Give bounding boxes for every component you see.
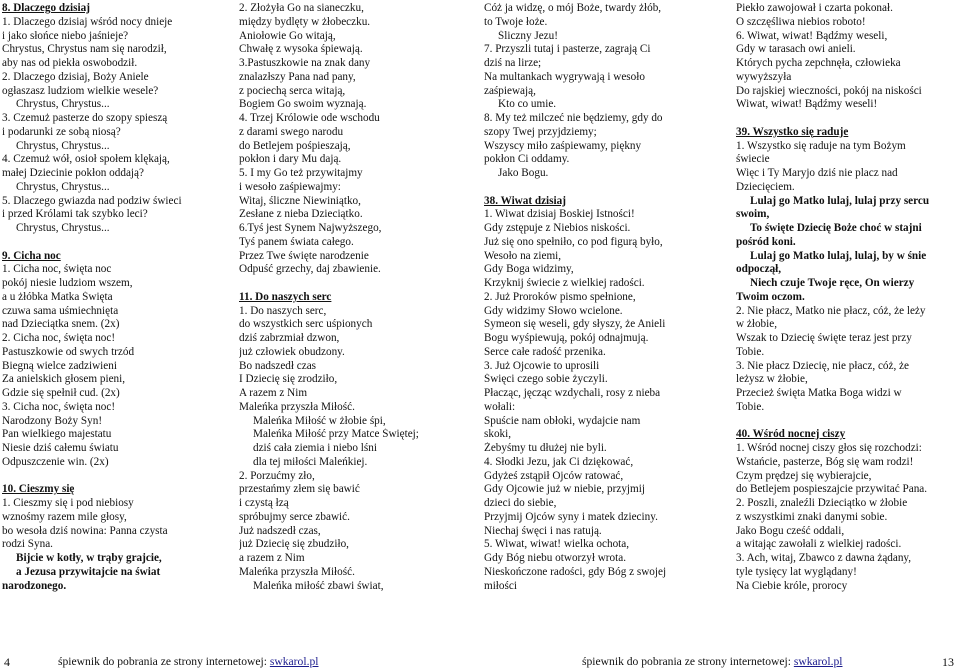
text-line: Wiwat, wiwat! Bądźmy weseli! [736, 98, 878, 111]
spacer [736, 112, 960, 126]
text-line: Piekło zawojował i czarta pokonał. [736, 2, 893, 14]
text-line: już Dziecię się zbudziło, [239, 538, 349, 551]
text-line: pośród koni. [736, 235, 796, 248]
text-line: Pastuszkowie od swych trzód [2, 345, 135, 358]
text-line: 1. Cieszmy się i pod niebiosy [2, 497, 134, 509]
text-line: Nieskończone radości, gdy Bóg z swojej [484, 565, 667, 578]
text-line: To święte Dziecię Boże choć w stajni [750, 222, 922, 234]
text-line: między bydlęty w żłobeczku. [239, 15, 371, 28]
text-line: Święci czego sobie życzyli. [484, 373, 608, 386]
text-line: do Betlejem pośpieszają, [239, 139, 351, 152]
text-line: pokłon i dary Mu dają. [239, 153, 342, 166]
text-line: Maleńka przyszła Miłość. [239, 565, 355, 578]
text-line: Pan wielkiego majestatu [2, 428, 112, 441]
text-line: Na multankach wygrywają i wesoło [484, 70, 645, 83]
text-line: Chrystus, Chrystus... [16, 180, 110, 193]
spacer [239, 277, 471, 291]
text-line: 3. Cicha noc, święta noc! [2, 400, 116, 413]
left-footer-link[interactable]: swkarol.pl [269, 655, 319, 668]
spacer [736, 415, 960, 429]
text-line: i przed Królami tak szybko leci? [2, 208, 148, 221]
spacer [2, 470, 234, 484]
text-line: 2. Nie płacz, Matko nie płacz, cóż, że leży [736, 304, 926, 317]
text-line: w żłobie, [736, 318, 778, 331]
column-2 [239, 2, 471, 593]
text-line: pokłon Ci oddamy. [484, 153, 570, 166]
text-line: swoim, [736, 208, 770, 221]
text-line: Dziecięciem. [736, 180, 795, 193]
text-line: Wszyscy miło zaśpiewamy, piękny [484, 139, 642, 152]
text-line: Krzyknij świecie z wielkiej radości. [484, 277, 645, 289]
column-1 [2, 2, 234, 593]
text-line: Lulaj go Matko lulaj, lulaj, by w śnie [750, 249, 927, 262]
text-line: Do rajskiej wieczności, pokój na niskości [736, 84, 922, 97]
text-line: pokój niesie ludziom wszem, [2, 277, 133, 289]
text-line: wywyższyła [736, 70, 792, 83]
text-line: narodzonego. [2, 579, 67, 592]
text-line: 2. Złożyła Go na sianeczku, [239, 2, 364, 14]
text-line: 3. Czemuż pasterze do szopy spieszą [2, 112, 168, 124]
song-title: 9. Cicha noc [2, 249, 61, 262]
text-line: 1. Wszystko się raduje na tym Bożym [736, 139, 906, 152]
text-line: 8. My też milczeć nie będziemy, gdy do [484, 112, 663, 124]
text-line: Kto co umie. [498, 98, 557, 111]
text-line: Przez Twe święte narodzenie [239, 249, 369, 262]
text-line: Serce całe radość przenika. [484, 345, 606, 358]
text-line: Więc i Ty Maryjo dziś nie placz nad [736, 167, 898, 179]
text-line: Na Ciebie króle, prorocy [736, 579, 848, 592]
text-line: zaśpiewają, [484, 84, 536, 97]
song-title: 10. Cieszmy się [2, 483, 75, 496]
text-line: Których pycha zepchnęła, człowieka [736, 57, 901, 69]
text-line: Chrystus, Chrystus... [16, 98, 110, 111]
text-line: Już się ono spełniło, co pod figurą było, [484, 235, 663, 248]
text-line: 2. Porzućmy zło, [239, 469, 315, 482]
text-line: szopy Twej przyjdziemy; [484, 125, 597, 138]
text-line: O szczęśliwa niebios roboto! [736, 15, 866, 28]
text-line: 3. Ach, witaj, Zbawco z dawna żądany, [736, 552, 912, 564]
text-line: wołali: [484, 400, 516, 413]
text-line: to Twoje łoże. [484, 15, 548, 28]
text-line: 3. Nie płacz Dziecię, nie płacz, cóż, że [736, 359, 909, 372]
text-line: Wszak to Dziecię święte teraz jest przy [736, 332, 912, 344]
text-line: Jako Bogu. [498, 167, 549, 179]
text-line: 6.Tyś jest Synem Najwyższego, [239, 222, 382, 234]
text-line: Maleńka Miłość w żłobie śpi, [253, 414, 386, 427]
text-line: Czym prędzej się wybierajcie, [736, 469, 872, 482]
text-line: Lulaj go Matko lulaj, lulaj przy sercu [750, 194, 930, 207]
text-line: świecie [736, 153, 770, 166]
text-line: dziś zabrzmiał dzwon, [239, 332, 340, 344]
text-line: 7. Przyszli tutaj i pasterze, zagrają Ci [484, 43, 651, 56]
column-3 [484, 2, 716, 593]
text-line: z pociechą serca witają, [239, 84, 346, 97]
text-line: Symeon się weseli, gdy słyszy, że Anieli [484, 318, 666, 331]
text-line: Gdy Boga widzimy, [484, 263, 574, 276]
text-line: Tyś panem świata całego. [239, 235, 354, 248]
text-line: Spuście nam obłoki, wydajcie nam [484, 414, 641, 427]
text-line: Chrystus, Chrystus... [16, 139, 110, 152]
column-4 [736, 2, 960, 593]
text-line: 1. Do naszych serc, [239, 304, 327, 317]
text-line: z wszystkimi znaki danymi sobie. [736, 510, 888, 523]
song-title: 11. Do naszych serc [239, 290, 332, 303]
text-line: Śliczny Jezu! [498, 29, 558, 42]
text-line: Niesie dziś całemu światu [2, 442, 119, 454]
left-footer-text: śpiewnik do pobrania ze strony internetowej: [58, 655, 270, 668]
text-line: ogłaszasz ludziom wielkie wesele? [2, 84, 159, 97]
text-line: 6. Wiwat, wiwat! Bądźmy weseli, [736, 29, 888, 42]
text-line: Odpuść grzechy, daj zbawienie. [239, 263, 381, 276]
text-line: do wszystkich serc uśpionych [239, 318, 373, 331]
text-line: i podarunki ze sobą niosą? [2, 125, 121, 138]
text-line: nad Dzieciątka snem. (2x) [2, 318, 120, 331]
text-line: do Betlejem pospieszajcie przywitać Pana. [736, 483, 928, 496]
text-line: Aniołowie Go witają, [239, 29, 336, 42]
left-footer [58, 654, 318, 670]
text-line: i czystą łzą [239, 497, 289, 509]
text-line: Jako Bogu cześć oddali, [736, 524, 845, 537]
text-line: skoki, [484, 428, 512, 441]
text-line: i wesoło zaśpiewajmy: [239, 180, 341, 193]
text-line: Twoim oczom. [736, 290, 805, 303]
text-line: Maleńka miłość zbawi świat, [253, 579, 384, 592]
text-line: Już nadszedł czas, [239, 524, 321, 537]
text-line: 5. I my Go też przywitajmy [239, 167, 363, 179]
text-line: miłości [484, 579, 517, 592]
text-line: a witając zawołali z wielkiej radości. [736, 538, 902, 551]
text-line: 1. Cicha noc, święta noc [2, 263, 112, 276]
text-line: a Jezusa przywitajcie na świat [16, 565, 161, 578]
text-line: Biegną wielce zadziwieni [2, 359, 117, 372]
text-line: a u żłóbka Matka Święta [2, 290, 113, 303]
text-line: 2. Już Proroków pismo spełnione, [484, 290, 636, 303]
text-line: dziś cała ziemia i niebo lśni [253, 442, 377, 454]
text-line: 1. Wiwat dzisiaj Boskiej Istności! [484, 208, 635, 221]
text-line: Niech czuje Twoje ręce, On wierzy [750, 277, 915, 289]
text-line: tyle tysięcy lat wyglądany! [736, 565, 857, 578]
text-line: 5. Dlaczego gwiazda nad podziw świeci [2, 194, 182, 207]
text-line: bo wesoła dziś nowina: Panna czysta [2, 524, 168, 537]
text-line: czuwa sama uśmiechnięta [2, 304, 119, 317]
text-line: aby nas od piekła oswobodził. [2, 57, 138, 69]
text-line: Witaj, śliczne Niewiniątko, [239, 194, 361, 207]
right-footer-text: śpiewnik do pobrania ze strony internetowej: [582, 655, 794, 668]
text-line: małej Dziecinie pokłon oddają? [2, 167, 144, 179]
text-line: Tobie. [736, 400, 765, 413]
text-line: Gdy Bóg niebu otworzył wrota. [484, 552, 626, 564]
text-line: a razem z Nim [239, 552, 305, 564]
song-title: 40. Wśród nocnej ciszy [736, 428, 846, 441]
text-line: I Dziecię się zrodziło, [239, 373, 338, 386]
text-line: Przecież święta Matka Boga widzi w [736, 387, 902, 399]
text-line: Gdy widzimy Słowo wcielone. [484, 304, 623, 317]
text-line: 2. Poszli, znaleźli Dzieciątko w żłobie [736, 497, 908, 509]
text-line: Przyjmij Ojców syny i matek dzieciny. [484, 510, 658, 523]
spacer [2, 236, 234, 250]
text-line: odpoczął, [736, 263, 782, 276]
text-line: Żebyśmy tu dłużej nie byli. [484, 442, 607, 454]
text-line: rodzi Syna. [2, 538, 53, 551]
text-line: Narodzony Boży Syn! [2, 414, 103, 427]
song-title: 39. Wszystko się raduje [736, 125, 849, 138]
text-line: Gdyżeś zstąpił Ojców ratować, [484, 469, 624, 482]
text-line: Wesoło na ziemi, [484, 249, 562, 262]
text-line: A razem z Nim [239, 387, 308, 399]
text-line: znalazłszy Pana nad pany, [239, 70, 356, 83]
text-line: 2. Cicha noc, święta noc! [2, 332, 116, 344]
text-line: 4. Czemuż wół, osioł społem klękają, [2, 153, 170, 166]
text-line: Wstańcie, pasterze, Bóg się wam rodzi! [736, 455, 914, 468]
text-line: leżysz w żłobie, [736, 373, 808, 386]
text-line: Chwałę z wysoka śpiewają. [239, 43, 363, 56]
text-line: Niechaj śwęci i nas ratują. [484, 524, 602, 537]
song-title: 8. Dlaczego dzisiaj [2, 2, 90, 14]
text-line: dzieci do siebie, [484, 497, 557, 509]
text-line: i jako słońce niebo jaśnieje? [2, 29, 129, 42]
text-line: Tobie. [736, 345, 765, 358]
left-page-number: 4 [4, 655, 10, 669]
text-line: przestańmy złem się bawić [239, 483, 360, 496]
text-line: Gdy zstępuje z Niebios niskości. [484, 222, 631, 234]
song-title: 38. Wiwat dzisiaj [484, 194, 566, 207]
text-line: Bijcie w kotły, w trąby grajcie, [16, 552, 162, 564]
text-line: Gdzie się spełnił cud. (2x) [2, 387, 120, 399]
text-line: spróbujmy serce zbawić. [239, 510, 350, 523]
text-line: 1. Dlaczego dzisiaj wśród nocy dnieje [2, 15, 173, 28]
text-line: Bogu wyśpiewują, pokój odnajmują. [484, 332, 649, 344]
right-page-number: 13 [942, 655, 954, 669]
text-line: 5. Wiwat, wiwat! wielka ochota, [484, 538, 630, 551]
text-line: Gdy w tarasach owi anieli. [736, 43, 856, 56]
spacer [484, 181, 716, 195]
text-line: Odpuszczenie win. (2x) [2, 455, 109, 468]
text-line: Gdy Ojcowie już w niebie, przyjmij [484, 483, 645, 496]
text-line: Płacząc, jęcząc wzdychali, rosy z nieba [484, 387, 661, 399]
text-line: Za anielskich głosem pieni, [2, 373, 126, 386]
text-line: już człowiek obudzony. [239, 345, 345, 358]
text-line: 1. Wśród nocnej ciszy głos się rozchodzi: [736, 442, 922, 454]
text-line: Cóż ja widzę, o mój Boże, twardy żłób, [484, 2, 662, 14]
text-line: Bogiem Go swoim wyznają. [239, 98, 367, 111]
text-line: Maleńka przyszła Miłość. [239, 400, 355, 413]
text-line: dziś na lirze; [484, 57, 542, 69]
right-footer [582, 654, 842, 670]
right-footer-link[interactable]: swkarol.pl [793, 655, 843, 668]
text-line: 4. Słodki Jezu, jak Ci dziękować, [484, 455, 634, 468]
text-line: wznośmy razem mile głosy, [2, 510, 127, 523]
text-line: z darami swego narodu [239, 125, 344, 138]
text-line: Zesłane z nieba Dzieciątko. [239, 208, 363, 221]
text-line: Chrystus, Chrystus nam się narodził, [2, 43, 167, 56]
text-line: Bo nadszedł czas [239, 359, 317, 372]
text-line: Chrystus, Chrystus... [16, 222, 110, 234]
text-line: 3.Pastuszkowie na znak dany [239, 57, 371, 69]
text-line: 3. Już Ojcowie to uprosili [484, 359, 600, 372]
text-line: 2. Dlaczego dzisiaj, Boży Aniele [2, 70, 149, 83]
text-line: dla tej miłości Maleńkiej. [253, 455, 368, 468]
text-line: Maleńka Miłość przy Matce Świętej; [253, 428, 419, 441]
text-line: 4. Trzej Królowie ode wschodu [239, 112, 380, 124]
